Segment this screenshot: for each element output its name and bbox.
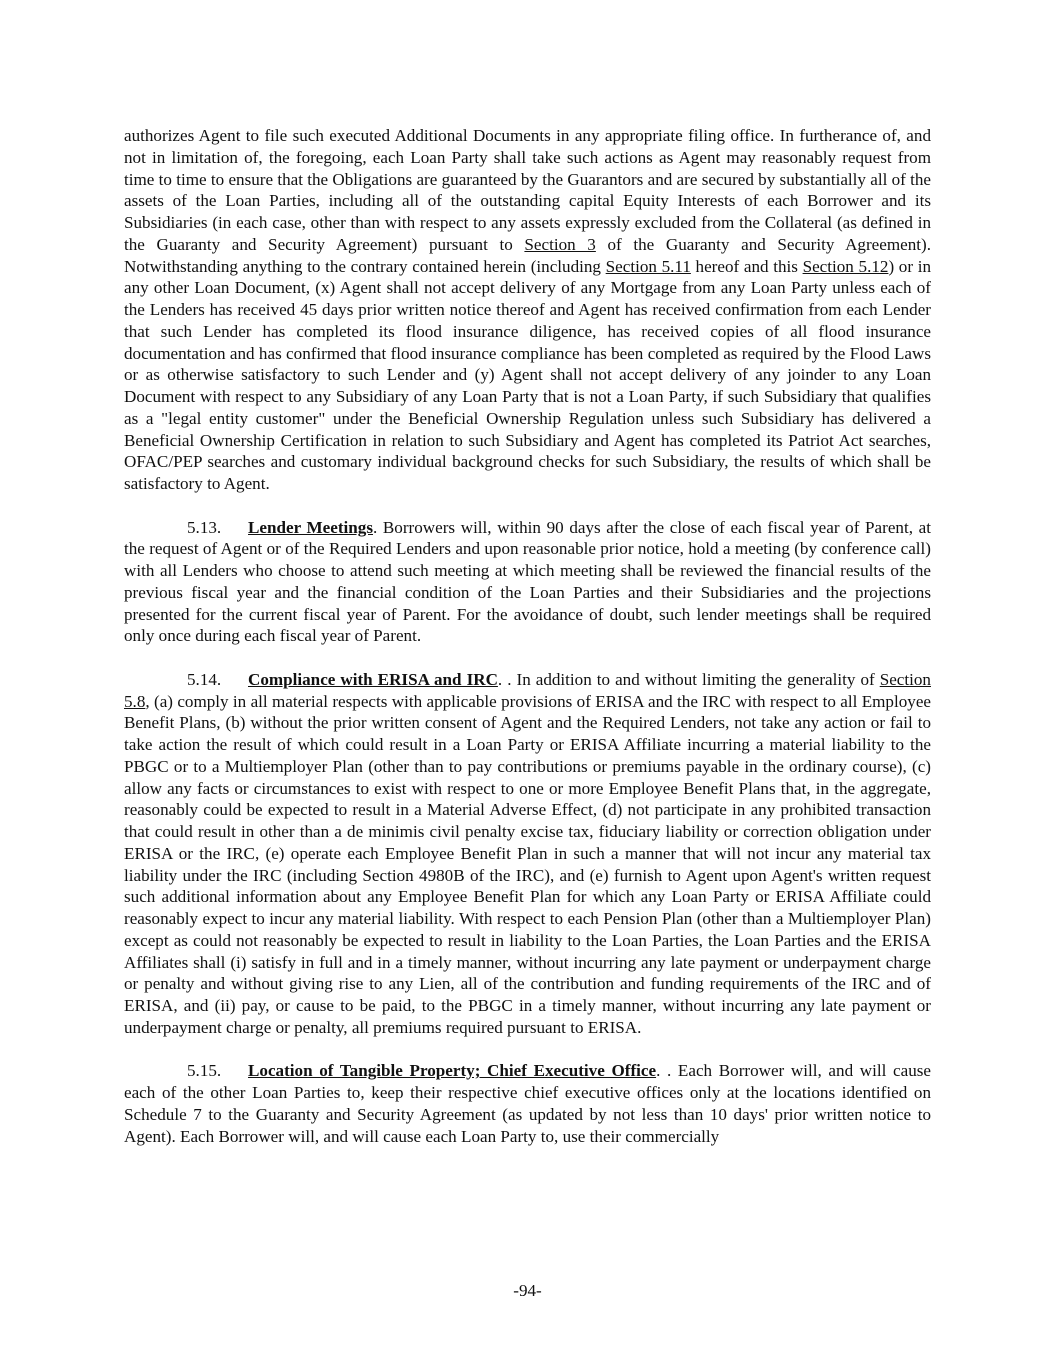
paragraph-text: . Borrowers will, within 90 days after the close of each fiscal year of Parent, at the request of Agent or of the Required Lenders and upon reasonable prior notice, hold a meeting (by conference call) with all Lenders who choose to attend such meeting at which meeting shall be reviewed the financial results of the previous fiscal year and the financial condition of the Loan Parties and their Subsidiaries and the projections presented for the current fiscal year of Parent. For the avoidance of doubt, such lender meetings shall be required only once during each fiscal year of Parent. xyxy=(124,517,931,646)
page-number: -94- xyxy=(513,1281,542,1300)
section-reference: Section 5.8 xyxy=(124,669,931,711)
section-number: 5.13. xyxy=(187,517,222,537)
paragraph-text: authorizes Agent to file such executed Additional Documents in any appropriate filing office. In furtherance of, and not in limitation of, the foregoing, each Loan Party shall take such actions as Agent may reasonably request from time to time to ensure that the Obligations are guaranteed by the Guarantors and are secured by substantially all of the assets of the Loan Parties, including all of the outstanding capital Equity Interests of each Borrower and its Subsidiaries (in each case, other than with respect to any assets expressly excluded from the Collateral (as defined in the Guaranty and Security Agreement) pursuant to xyxy=(124,126,931,254)
section-number: 5.14. xyxy=(187,669,222,689)
paragraph-text: , (a) comply in all material respects with applicable provisions of ERISA and the IRC with respect to all Employee Benefit Plans, (b) without the prior written consent of Agent and the Required Lenders, not take any action or fail to take action the result of which could result in a Loan Party or ERISA Affiliate incurring a material liability to the PBGC or to a Multiemployer Plan (other than to pay contributions or premiums payable in the ordinary course), (c) allow any facts or circumstances to exist with respect to one or more Employee Benefit Plans that, in the aggregate, reasonably could be expected to result in a Material Adverse Effect, (d) not participate in any prohibited transaction that could result in other than a de minimis civil penalty excise tax, fiduciary liability or correction obligation under ERISA or the IRC, (e) operate each Employee Benefit Plan in such a manner that will not incur any material tax liability under the IRC (including Section 4980B of the IRC), and (e) furnish to Agent upon Agent's written request such additional information about any Employee Benefit Plan for which any Loan Party or ERISA Affiliate could reasonably expect to incur any material liability. With respect to each Pension Plan (other than a Multiemployer Plan) except as could not reasonably be expected to result in liability to the Loan Parties, the Loan Parties and the ERISA Affiliates shall (i) satisfy in full and in a timely manner, without incurring any late payment or underpayment charge or penalty and without giving rise to any Lien, all of the contribution and funding requirements of the IRC and of ERISA, and (ii) pay, or cause to be paid, to the PBGC in a timely manner, without incurring any late payment or underpayment charge or penalty, all premiums required pursuant to ERISA. xyxy=(124,691,931,1037)
section-reference: Section 5.12 xyxy=(802,256,889,276)
section-5-15 xyxy=(124,1060,931,1147)
section-heading: Lender Meetings xyxy=(248,517,373,537)
section-reference: Section 5.11 xyxy=(605,256,691,276)
section-number: 5.15. xyxy=(187,1061,222,1081)
section-heading: Compliance with ERISA and IRC xyxy=(248,669,498,689)
paragraph-text: of the Guaranty and Security Agreement). Notwithstanding anything to the contrary contained herein (including xyxy=(124,234,931,276)
section-reference: Section 3 xyxy=(524,234,596,254)
section-5-14 xyxy=(124,669,931,1039)
paragraph-continuation xyxy=(124,125,931,495)
paragraph-text: . . Each Borrower will, and will cause each of the other Loan Parties to, keep their respective chief executive offices only at the locations identified on Schedule 7 to the Guaranty and Security Agreement (as updated by not less than 10 days' prior written notice to Agent). Each Borrower will, and will cause each Loan Party to, use their commercially xyxy=(124,1061,931,1146)
paragraph-text: . . In addition to and without limiting the generality of xyxy=(497,669,880,689)
document-body xyxy=(124,125,931,1169)
paragraph-text: ) or in any other Loan Document, (x) Agent shall not accept delivery of any Mortgage from any Loan Party unless each of the Lenders has received 45 days prior written notice thereof and Agent has received confirmation from each Lender that such Lender has completed its flood insurance diligence, has received copies of all flood insurance documentation and has confirmed that flood insurance compliance has been completed as required by the Flood Laws or as otherwise satisfactory to such Lender and (y) Agent shall not accept delivery of any joinder to any Loan Document with respect to any Subsidiary of any Loan Party that is not a Loan Party, if such Subsidiary that qualifies as a "legal entity customer" under the Beneficial Ownership Regulation unless such Subsidiary has delivered a Beneficial Ownership Certification in relation to such Subsidiary and Agent has completed its Patriot Act searches, OFAC/PEP searches and customary individual background checks for such Subsidiary, the results of which shall be satisfactory to Agent. xyxy=(124,256,931,493)
paragraph-text: hereof and this xyxy=(690,256,803,276)
section-heading: Location of Tangible Property; Chief Executive Office xyxy=(248,1061,657,1081)
section-5-13 xyxy=(124,517,931,648)
